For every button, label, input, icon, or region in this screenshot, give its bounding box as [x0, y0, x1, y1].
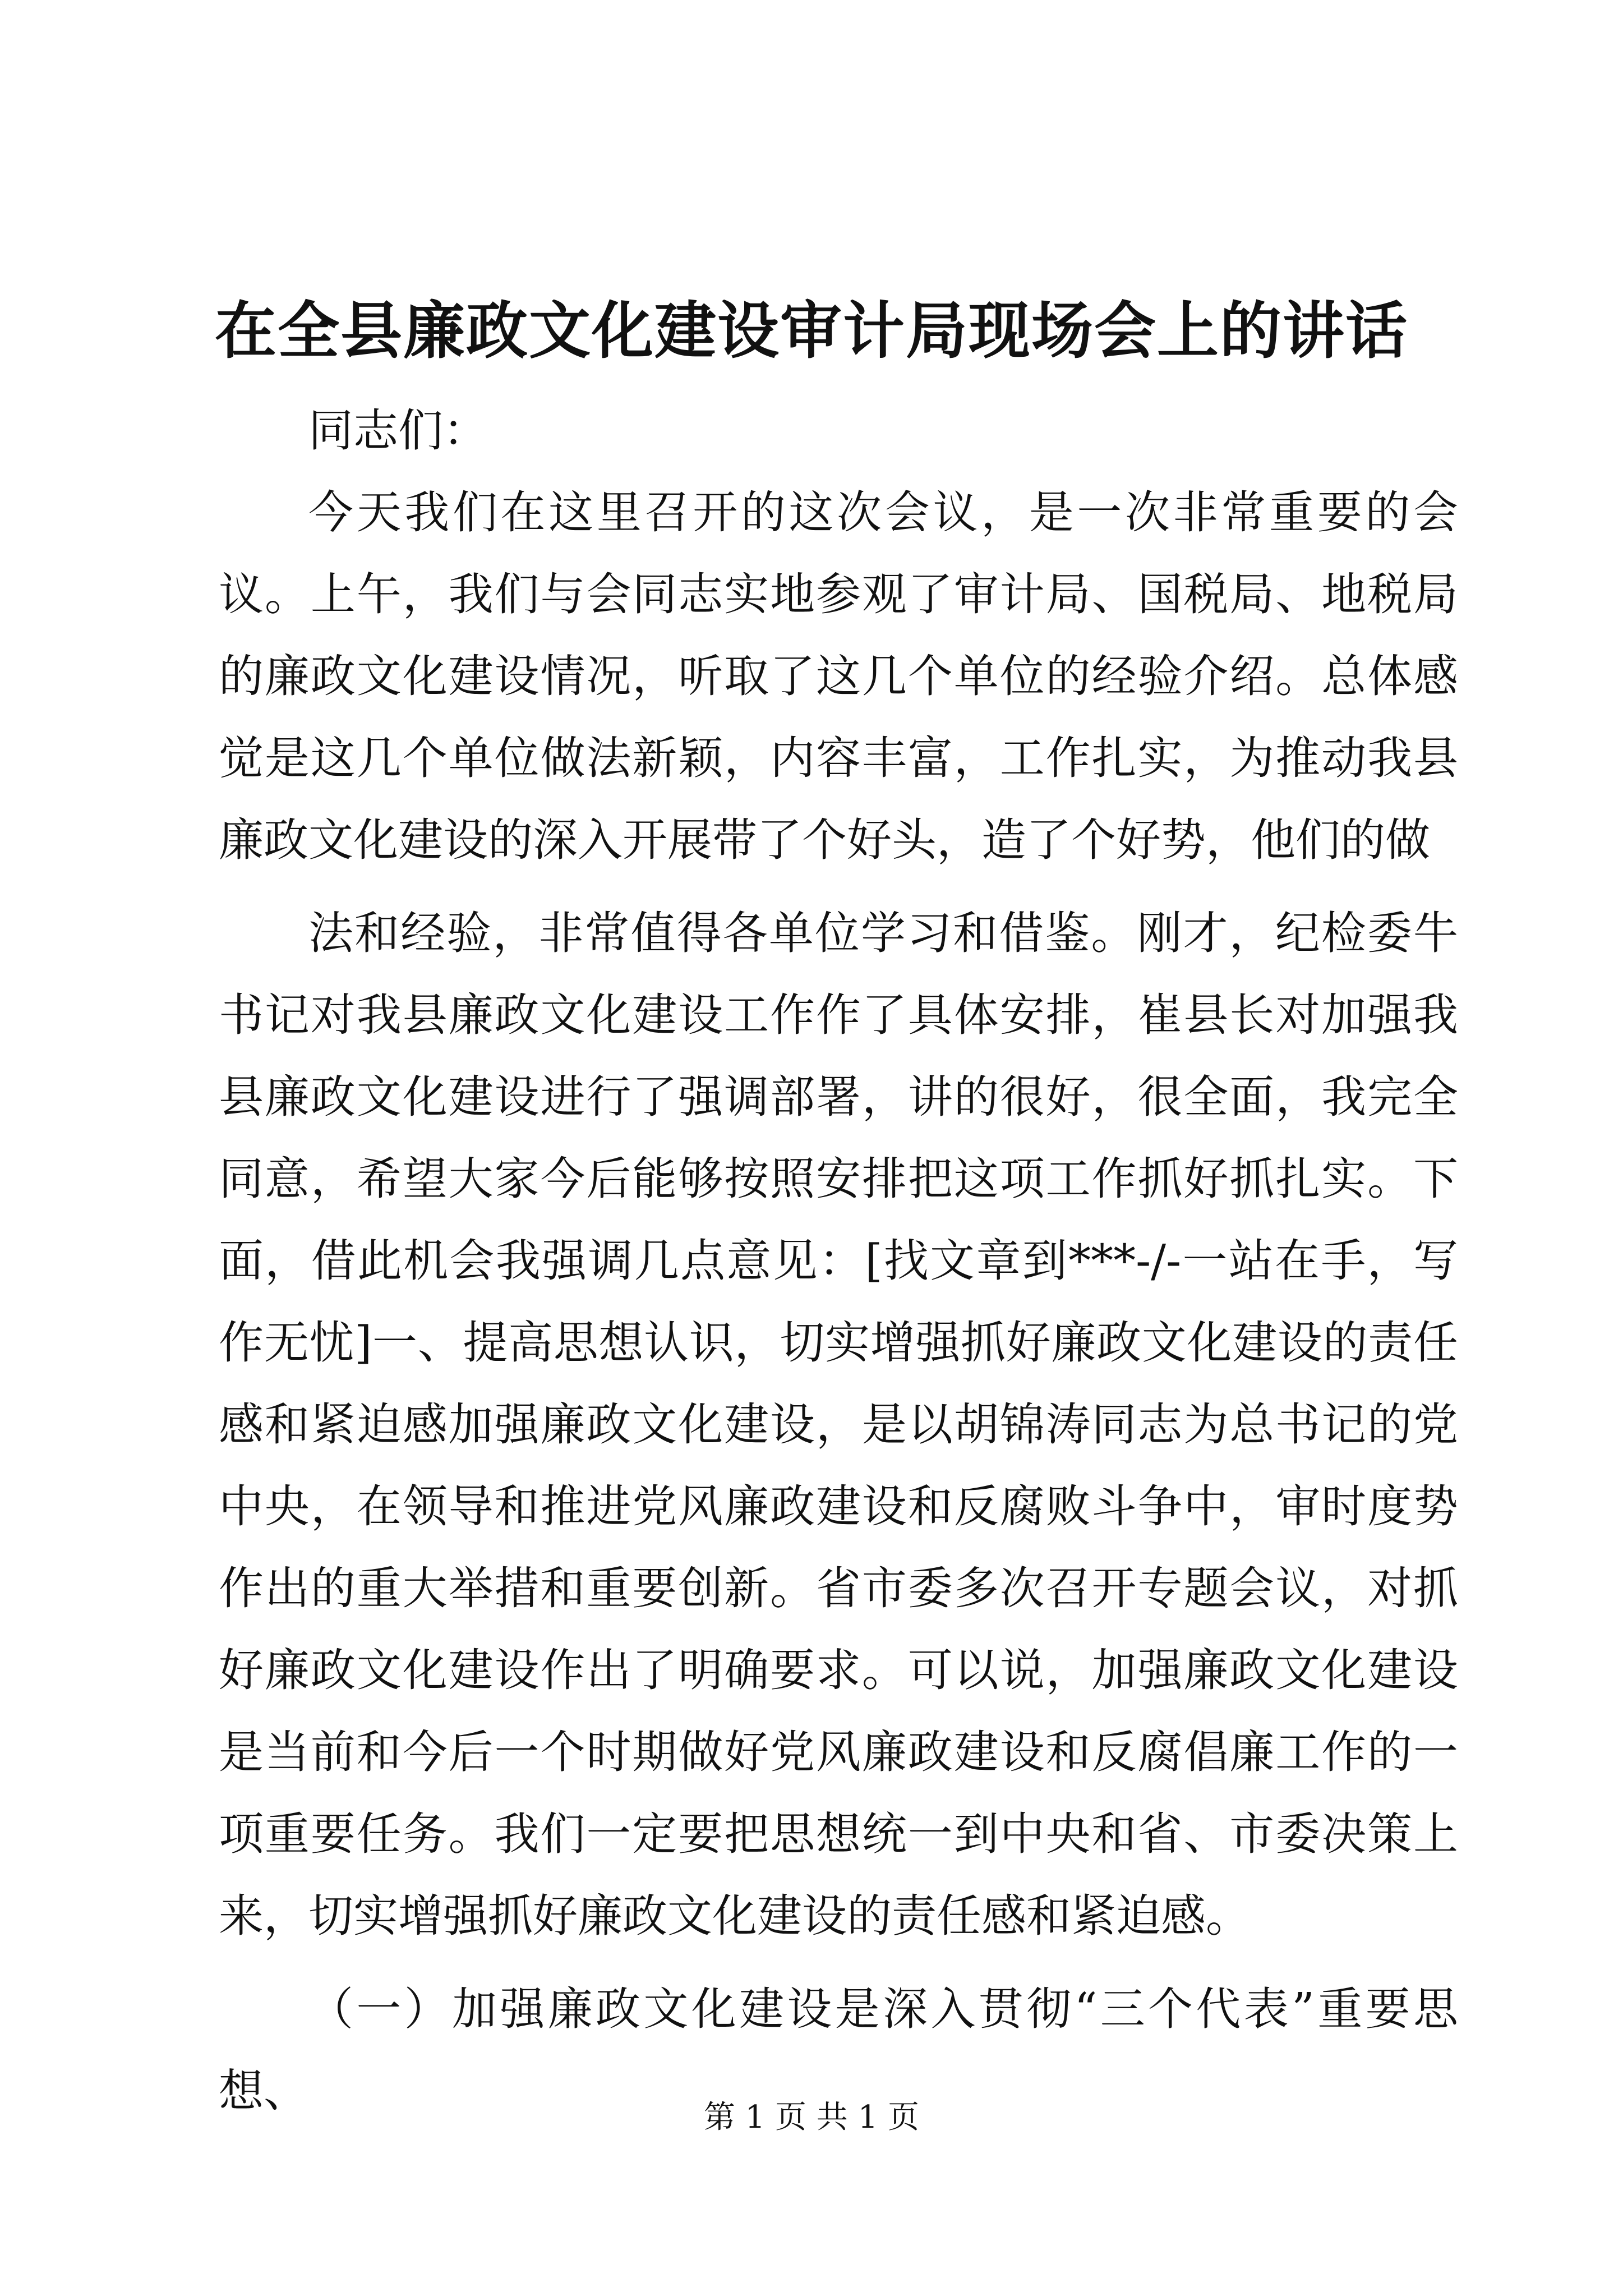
salutation: 同志们：	[308, 404, 488, 457]
paragraph-3: （一）加强廉政文化建设是深入贯彻“三个代表”重要思想、	[219, 1983, 1458, 2117]
paragraph-2: 法和经验，非常值得各单位学习和借鉴。刚才，纪检委牛书记对我县廉政文化建设工作作了具体安排，崔县长对加强我县廉政文化建设进行了强调部署，讲的很好，很全面，我完全同意，希望大家今后能够按照安排把这项工作抓好抓扎实。下面，借此机会我强调几点意见：[找文章到***-/-一站在手，写作无忧]一、提高思想认识，切实增强抓好廉政文化建设的责任感和紧迫感加强廉政文化建设，是以胡锦涛同志为总书记的党中央，在领导和推进党风廉政建设和反腐败斗争中，审时度势作出的重大举措和重要创新。省市委多次召开专题会议，对抓好廉政文化建设作出了明确要求。可以说，加强廉政文化建设是当前和今后一个时期做好党风廉政建设和反腐倡廉工作的一项重要任务。我们一定要把思想统一到中央和省、市委决策上来，切实增强抓好廉政文化建设的责任感和紧迫感。	[219, 907, 1458, 1942]
page-number: 第 1 页 共 1 页	[703, 2099, 920, 2136]
paragraph-1: 今天我们在这里召开的这次会议，是一次非常重要的会议。上午，我们与会同志实地参观了审计局、国税局、地税局的廉政文化建设情况，听取了这几个单位的经验介绍。总体感觉是这几个单位做法新颖，内容丰富，工作扎实，为推动我县廉政文化建设的深入开展带了个好头，造了个好势，他们的做	[219, 486, 1458, 866]
document-title: 在全县廉政文化建设审计局现场会上的讲话	[215, 295, 1408, 367]
document-body	[219, 390, 1458, 2132]
